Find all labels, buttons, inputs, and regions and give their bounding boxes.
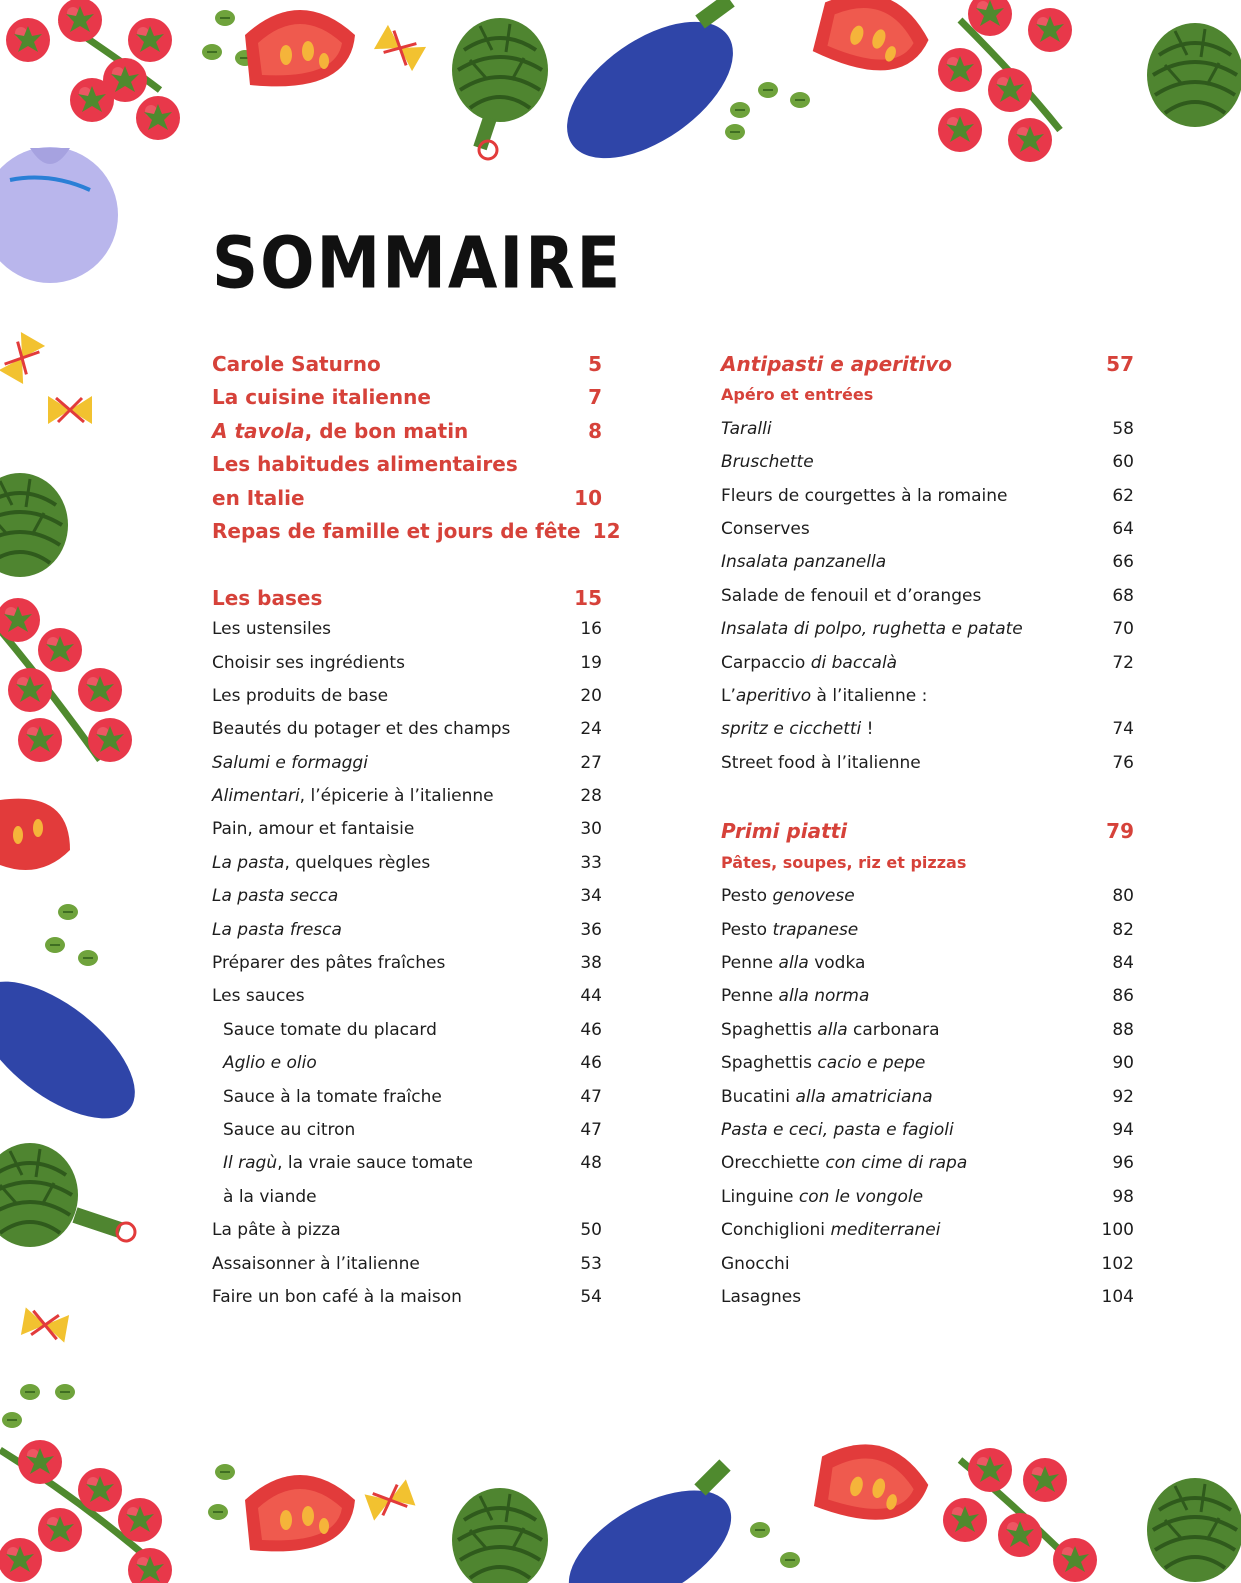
toc-page-number: 24 — [580, 719, 602, 740]
toc-entry-title — [212, 419, 468, 443]
toc-entry-title-segment: Aglio e olio — [223, 1053, 317, 1074]
toc-entry-title-segment: Street food à l’italienne — [721, 752, 921, 773]
toc-entry — [721, 920, 1134, 953]
page-title: SOMMAIRE — [212, 222, 623, 306]
toc-section-heading — [212, 486, 602, 519]
toc-page-number: 47 — [580, 1119, 602, 1140]
toc-entry-title — [212, 486, 305, 510]
toc-entry-title — [212, 452, 518, 476]
toc-entry-title-segment: Linguine — [721, 1186, 799, 1207]
toc-entry-title-segment: vodka — [808, 953, 866, 974]
toc-page-number: 30 — [580, 819, 602, 840]
toc-section-heading — [721, 819, 1134, 852]
toc-page-number: 66 — [1112, 552, 1134, 573]
toc-entry-title — [212, 920, 342, 940]
toc-entry — [721, 753, 1134, 786]
toc-entry-title-segment: Insalata di polpo, rughetta e patate — [721, 619, 1023, 640]
toc-entry-title-segment: con le vongole — [798, 1186, 924, 1207]
toc-page-number: 68 — [1112, 585, 1134, 606]
toc-entry-title-segment: , quelques règles — [284, 852, 431, 873]
toc-entry-title-segment: Primi piatti — [721, 819, 848, 844]
toc-entry-title-segment: Les sauces — [212, 986, 305, 1007]
toc-entry — [721, 719, 1134, 752]
toc-entry-title — [721, 452, 814, 472]
toc-subheading — [721, 385, 1134, 418]
toc-entry-title — [212, 686, 388, 706]
toc-entry-title — [223, 1120, 355, 1140]
toc-page-number: 88 — [1112, 1019, 1134, 1040]
toc-entry-title — [721, 1187, 923, 1207]
toc-entry-title — [721, 853, 966, 872]
toc-page-number: 36 — [580, 919, 602, 940]
toc-entry-title-segment: trapanese — [772, 919, 859, 940]
toc-entry-title-segment: Sauce à la tomate fraîche — [223, 1086, 442, 1107]
toc-entry-title — [721, 1120, 954, 1140]
toc-entry — [212, 1187, 602, 1220]
toc-page-number: 70 — [1112, 619, 1134, 640]
toc-entry — [212, 686, 602, 719]
toc-entry — [212, 1220, 602, 1253]
toc-entry-title — [212, 953, 445, 973]
toc-page-number: 86 — [1112, 986, 1134, 1007]
toc-entry-title — [721, 686, 927, 706]
toc-entry — [721, 886, 1134, 919]
toc-section-heading — [212, 518, 621, 552]
toc-entry-title — [721, 1020, 940, 1040]
toc-entry-title — [223, 1087, 442, 1107]
toc-entry-title-segment: , de bon matin — [304, 418, 469, 443]
toc-entry-title-segment: mediterranei — [830, 1220, 941, 1241]
toc-entry-title-segment: aperitivo — [735, 685, 812, 706]
toc-entry-title-segment: à la viande — [223, 1186, 317, 1207]
toc-entry-title-segment: Pasta e ceci, pasta e fagioli — [721, 1119, 954, 1140]
toc-entry-title-segment: L’ — [721, 685, 736, 706]
toc-entry-title — [212, 1220, 341, 1240]
toc-entry-title — [721, 519, 810, 539]
toc-entry — [212, 886, 602, 919]
toc-entry-title-segment: Les ustensiles — [212, 619, 332, 640]
toc-entry — [721, 1254, 1134, 1287]
toc-entry — [721, 519, 1134, 552]
toc-page-number: 100 — [1101, 1220, 1134, 1241]
toc-page-number: 94 — [1112, 1119, 1134, 1140]
toc-entry-title-segment: ! — [861, 719, 874, 740]
toc-entry-title — [212, 886, 338, 906]
toc-page-number: 7 — [588, 385, 602, 410]
toc-entry — [212, 619, 602, 652]
toc-page-number: 72 — [1112, 652, 1134, 673]
toc-page-number: 62 — [1112, 485, 1134, 506]
toc-page-number: 27 — [580, 752, 602, 773]
toc-entry-title-segment: La pasta fresca — [212, 919, 342, 940]
toc-entry-title-segment: alla — [817, 1019, 848, 1040]
toc-page-number: 98 — [1112, 1186, 1134, 1207]
toc-entry-title — [212, 619, 331, 639]
toc-page-number: 96 — [1112, 1153, 1134, 1174]
toc-entry-title-segment: Pain, amour et fantaisie — [212, 819, 415, 840]
toc-page-number: 28 — [580, 786, 602, 807]
toc-entry-title-segment: cacio e pepe — [817, 1053, 926, 1074]
toc-entry-title — [721, 986, 869, 1006]
toc-entry-title-segment: Apéro et entrées — [721, 385, 874, 405]
toc-entry-title-segment: à l’italienne : — [811, 685, 928, 706]
toc-section-heading — [212, 452, 602, 485]
toc-entry — [212, 786, 602, 819]
toc-entry — [212, 819, 602, 852]
toc-page-number: 90 — [1112, 1053, 1134, 1074]
toc-entry-title-segment: Fleurs de courgettes à la romaine — [721, 485, 1008, 506]
toc-page-number: 48 — [580, 1153, 602, 1174]
toc-entry-title-segment: Gnocchi — [721, 1253, 790, 1274]
toc-entry-title-segment: Beautés du potager et des champs — [212, 719, 511, 740]
toc-entry-title — [721, 953, 865, 973]
toc-entry-title-segment: alla norma — [778, 986, 870, 1007]
toc-page-number: 60 — [1112, 452, 1134, 473]
toc-entry — [212, 1254, 602, 1287]
toc-entry — [721, 1153, 1134, 1186]
toc-entry-title-segment: en Italie — [212, 485, 305, 510]
toc-entry-title-segment: Antipasti e aperitivo — [721, 352, 953, 376]
toc-entry-title — [721, 619, 1023, 639]
toc-subheading — [721, 853, 1134, 886]
toc-entry — [721, 986, 1134, 1019]
toc-entry-title — [721, 419, 772, 439]
toc-entry-title — [212, 1254, 420, 1274]
toc-entry-title-segment: Repas de famille et jours de fête — [212, 518, 581, 543]
toc-section-heading — [212, 385, 602, 418]
toc-entry-title — [223, 1153, 473, 1173]
toc-entry-title — [212, 986, 305, 1006]
toc-entry-title — [212, 786, 494, 806]
toc-page-number: 104 — [1101, 1286, 1134, 1307]
toc-entry-title-segment: Les produits de base — [212, 685, 389, 706]
toc-entry-title-segment: La pasta secca — [212, 886, 339, 907]
section-spacer — [721, 786, 1134, 819]
toc-entry-title-segment: Spaghettis — [721, 1019, 818, 1040]
toc-entry-title-segment: Assaisonner à l’italienne — [212, 1253, 420, 1274]
toc-page-number: 12 — [592, 518, 621, 543]
toc-page-number: 79 — [1106, 819, 1134, 844]
toc-entry-title — [721, 1153, 967, 1173]
toc-entry-title — [721, 552, 886, 572]
toc-entry-title-segment: Conchiglioni — [721, 1220, 831, 1241]
toc-entry — [721, 452, 1134, 485]
toc-entry-title-segment: Sauce tomate du placard — [223, 1019, 437, 1040]
toc-entry-title — [721, 753, 921, 773]
toc-entry-title — [212, 719, 510, 739]
toc-entry — [721, 486, 1134, 519]
toc-page-number: 33 — [580, 852, 602, 873]
toc-entry-title-segment: con cime di rapa — [825, 1153, 968, 1174]
toc-page-number: 46 — [580, 1053, 602, 1074]
toc-entry-title-segment: , l’épicerie à l’italienne — [299, 786, 494, 807]
toc-entry-title — [721, 586, 981, 606]
toc-entry — [721, 552, 1134, 585]
toc-entry — [721, 619, 1134, 652]
toc-entry-title-segment: Les habitudes alimentaires — [212, 452, 518, 477]
toc-page-number: 58 — [1112, 418, 1134, 439]
toc-entry-title — [721, 1220, 940, 1240]
toc-entry — [212, 653, 602, 686]
toc-entry — [721, 1187, 1134, 1220]
toc-entry-title — [223, 1053, 317, 1073]
toc-page-number: 84 — [1112, 953, 1134, 974]
toc-entry — [721, 686, 1134, 719]
toc-entry-title-segment: Salade de fenouil et d’oranges — [721, 585, 982, 606]
toc-entry-title — [212, 819, 414, 839]
toc-page-number: 8 — [588, 418, 602, 443]
toc-entry-title-segment: Pesto — [721, 886, 773, 907]
toc-entry-title-segment: Conserves — [721, 518, 810, 539]
toc-page-number: 15 — [574, 585, 602, 610]
toc-page-number: 20 — [580, 685, 602, 706]
toc-entry — [212, 953, 602, 986]
toc-entry — [721, 1087, 1134, 1120]
toc-page-number: 74 — [1112, 719, 1134, 740]
toc-entry-title-segment: Spaghettis — [721, 1053, 818, 1074]
toc-page-number: 38 — [580, 953, 602, 974]
toc-page-number: 34 — [580, 886, 602, 907]
toc-entry-title-segment: Carpaccio — [721, 652, 811, 673]
toc-entry-title-segment: Insalata panzanella — [721, 552, 887, 573]
toc-entry-title-segment: carbonara — [847, 1019, 940, 1040]
toc-entry-title — [223, 1187, 317, 1207]
toc-entry-title — [212, 653, 405, 673]
toc-section-heading — [212, 586, 602, 619]
toc-entry-title-segment: Penne — [721, 986, 779, 1007]
toc-page-number: 5 — [588, 352, 602, 376]
toc-entry-title — [721, 385, 873, 404]
toc-entry-title-segment: Lasagnes — [721, 1286, 802, 1307]
toc-page-number: 19 — [580, 652, 602, 673]
toc-entry-title — [212, 753, 368, 773]
toc-entry-title — [223, 1020, 437, 1040]
toc-entry — [212, 986, 602, 1019]
toc-entry — [721, 1220, 1134, 1253]
toc-entry — [721, 1020, 1134, 1053]
toc-page-number: 54 — [580, 1286, 602, 1307]
toc-entry-title — [212, 352, 381, 376]
toc-entry-title-segment: Salumi e formaggi — [212, 752, 368, 773]
toc-section-heading — [212, 419, 602, 452]
toc-entry-title — [721, 920, 858, 940]
toc-entry — [721, 1120, 1134, 1153]
toc-entry-title-segment: La pasta — [212, 852, 285, 873]
toc-column-right — [721, 352, 1134, 1320]
toc-page-number: 47 — [580, 1086, 602, 1107]
toc-page-number: 64 — [1112, 518, 1134, 539]
toc-entry-title — [721, 1053, 925, 1073]
toc-entry-title-segment: di baccalà — [810, 652, 898, 673]
section-spacer — [212, 552, 602, 585]
toc-entry-title — [721, 352, 952, 376]
toc-entry — [721, 1053, 1134, 1086]
toc-entry-title-segment: Pâtes, soupes, riz et pizzas — [721, 852, 967, 872]
toc-entry — [212, 1120, 602, 1153]
toc-entry — [212, 1153, 602, 1186]
toc-entry — [721, 953, 1134, 986]
toc-page-number: 57 — [1106, 352, 1134, 376]
toc-entry-title-segment: A tavola — [212, 418, 305, 443]
toc-page-number: 16 — [580, 619, 602, 640]
toc-entry-title-segment: La cuisine italienne — [212, 385, 431, 410]
toc-entry-title — [212, 586, 322, 610]
toc-entry-title-segment: Carole Saturno — [212, 352, 381, 376]
toc-entry — [212, 1053, 602, 1086]
toc-entry-title-segment: Taralli — [721, 418, 772, 439]
toc-entry — [212, 1087, 602, 1120]
toc-entry-title — [721, 1254, 790, 1274]
toc-section-heading — [212, 352, 602, 385]
toc-entry-title-segment: Pesto — [721, 919, 773, 940]
toc-entry — [212, 920, 602, 953]
toc-entry-title-segment: Faire un bon café à la maison — [212, 1286, 462, 1307]
toc-page-number: 92 — [1112, 1086, 1134, 1107]
toc-entry-title-segment: , la vraie sauce tomate — [277, 1153, 473, 1174]
toc-entry-title-segment: Bucatini — [721, 1086, 796, 1107]
toc-entry-title — [212, 519, 581, 543]
toc-section-heading — [721, 352, 1134, 385]
toc-entry-title-segment: Il ragù — [223, 1153, 278, 1174]
toc-column-left — [212, 352, 621, 1320]
toc-entry-title-segment: Orecchiette — [721, 1153, 826, 1174]
toc-page-number: 46 — [580, 1019, 602, 1040]
toc-entry-title-segment: Sauce au citron — [223, 1119, 356, 1140]
toc-entry-title-segment: La pâte à pizza — [212, 1220, 341, 1241]
toc-entry — [212, 1020, 602, 1053]
toc-entry-title — [721, 819, 847, 843]
toc-entry-title-segment: spritz e cicchetti — [721, 719, 862, 740]
toc-page-number: 82 — [1112, 919, 1134, 940]
toc-page-number: 53 — [580, 1253, 602, 1274]
toc-entry-title — [721, 1287, 801, 1307]
toc-entry-title — [721, 719, 874, 739]
toc-entry — [721, 1287, 1134, 1320]
toc-entry-title — [721, 886, 855, 906]
toc-page-number: 80 — [1112, 886, 1134, 907]
toc-entry-title-segment: Bruschette — [721, 452, 814, 473]
toc-page-number: 50 — [580, 1220, 602, 1241]
toc-page-number: 10 — [574, 485, 602, 510]
toc-entry — [212, 853, 602, 886]
toc-entry — [212, 719, 602, 752]
toc-entry — [721, 586, 1134, 619]
toc-entry-title — [721, 486, 1007, 506]
toc-entry-title-segment: alla amatriciana — [795, 1086, 933, 1107]
toc-entry — [721, 653, 1134, 686]
toc-entry-title-segment: Alimentari — [212, 786, 300, 807]
toc-entry-title-segment: Préparer des pâtes fraîches — [212, 953, 446, 974]
toc-entry-title-segment: genovese — [772, 886, 855, 907]
toc-entry-title-segment: Penne — [721, 953, 779, 974]
toc-entry — [212, 1287, 602, 1320]
toc-entry-title-segment: Choisir ses ingrédients — [212, 652, 405, 673]
toc-entry — [212, 753, 602, 786]
toc-page-number: 102 — [1101, 1253, 1134, 1274]
toc-entry-title — [721, 653, 897, 673]
toc-entry-title — [212, 385, 431, 409]
toc-page-number: 44 — [580, 986, 602, 1007]
toc-entry-title — [212, 853, 430, 873]
toc-entry-title-segment: alla — [778, 953, 809, 974]
toc-entry — [721, 419, 1134, 452]
toc-page-number: 76 — [1112, 752, 1134, 773]
toc-entry-title-segment: Les bases — [212, 585, 323, 610]
toc-entry-title — [721, 1087, 933, 1107]
toc-entry-title — [212, 1287, 462, 1307]
